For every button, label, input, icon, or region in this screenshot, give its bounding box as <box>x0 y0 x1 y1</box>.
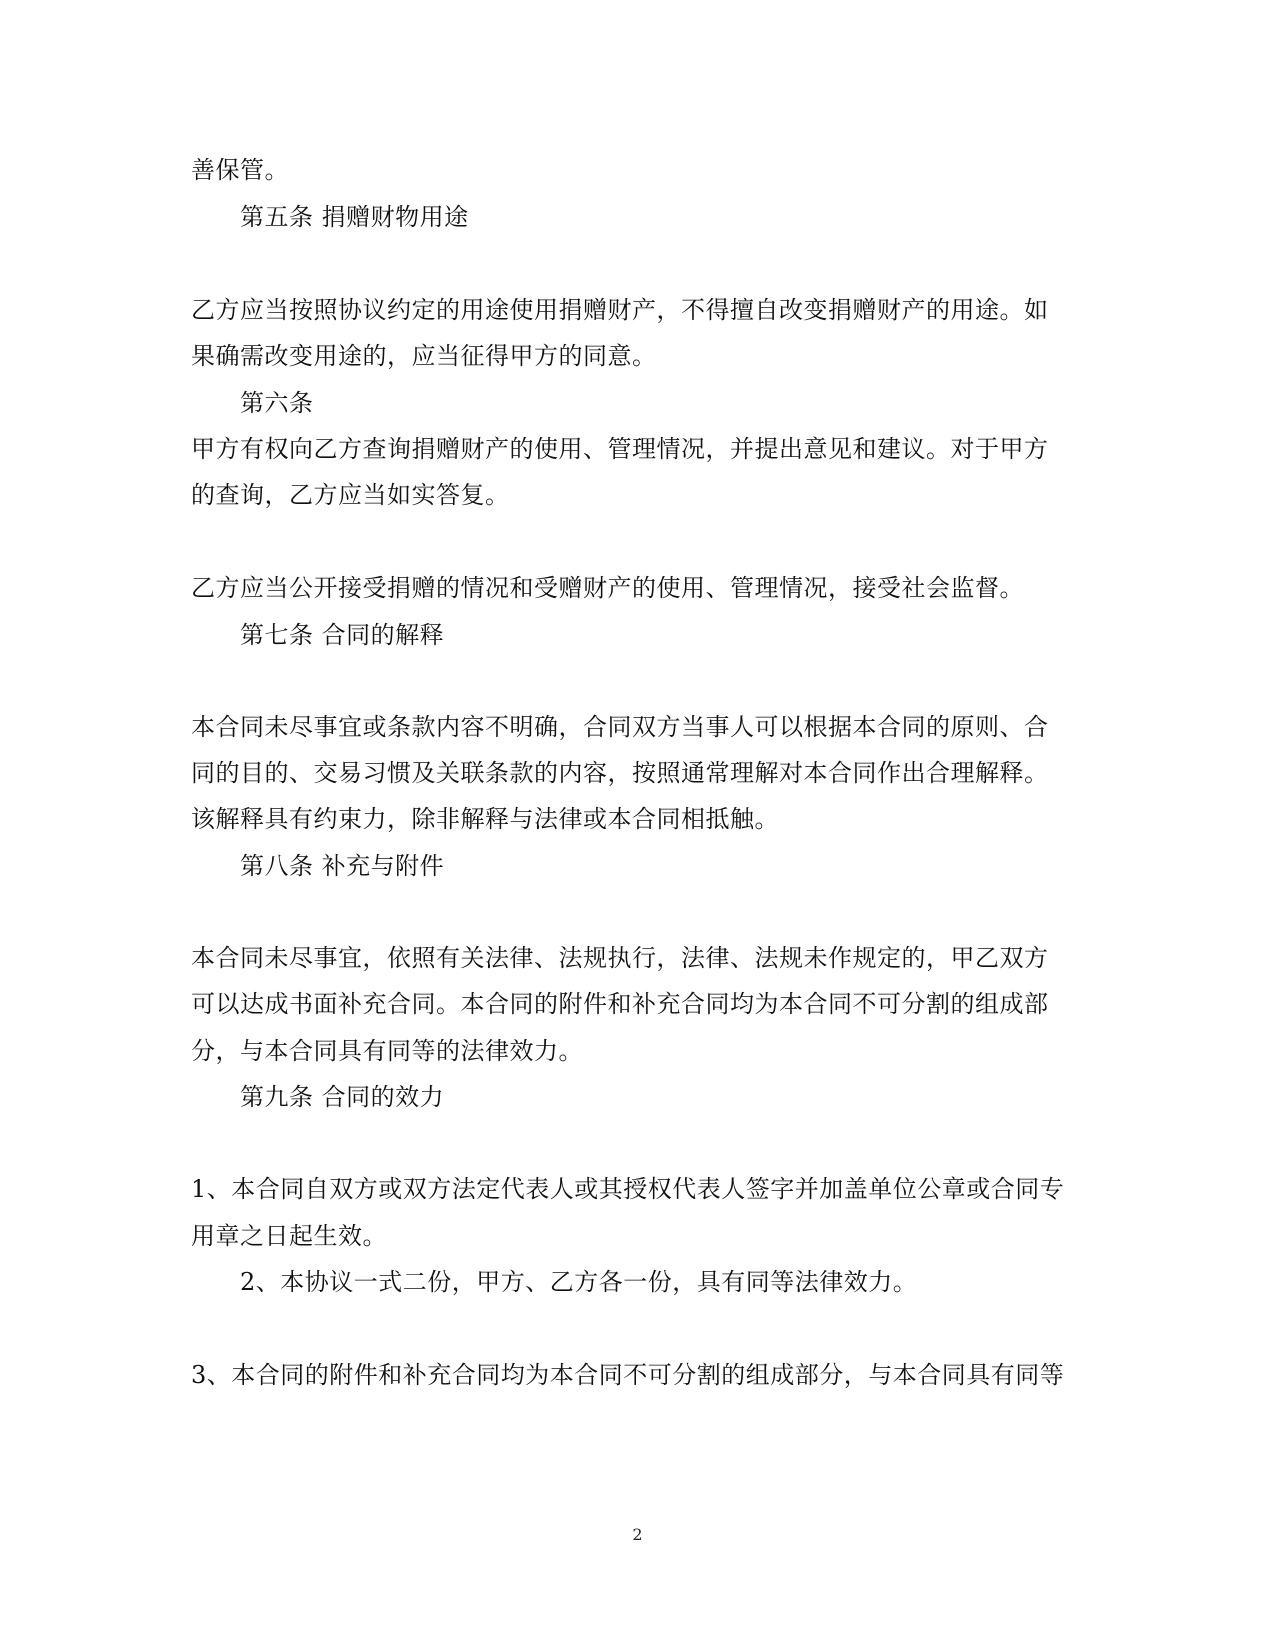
numbered-item-line: 3、本合同的附件和补充合同均为本合同不可分割的组成部分，与本合同具有同等 <box>191 1361 1065 1389</box>
paragraph-line: 善保管。 <box>191 156 289 184</box>
paragraph-line: 乙方应当公开接受捐赠的情况和受赠财产的使用、管理情况，接受社会监督。 <box>191 574 1024 602</box>
paragraph-line: 本合同未尽事宜，依照有关法律、法规执行，法律、法规未作规定的，甲乙双方 <box>191 944 1049 972</box>
numbered-item-line: 2、本协议一式二份，甲方、乙方各一份，具有同等法律效力。 <box>240 1268 918 1296</box>
numbered-item-line: 1、本合同自双方或双方法定代表人或其授权代表人签字并加盖单位公章或合同专 <box>191 1175 1065 1203</box>
section-heading: 第九条 合同的效力 <box>240 1083 445 1111</box>
section-heading: 第七条 合同的解释 <box>240 621 445 649</box>
paragraph-line: 同的目的、交易习惯及关联条款的内容，按照通常理解对本合同作出合理解释。 <box>191 759 1049 787</box>
paragraph-line: 乙方应当按照协议约定的用途使用捐赠财产，不得擅自改变捐赠财产的用途。如 <box>191 296 1049 324</box>
paragraph-line: 甲方有权向乙方查询捐赠财产的使用、管理情况，并提出意见和建议。对于甲方 <box>191 435 1049 463</box>
paragraph-line: 可以达成书面补充合同。本合同的附件和补充合同均为本合同不可分割的组成部 <box>191 990 1049 1018</box>
page-number: 2 <box>632 1525 643 1544</box>
paragraph-line: 本合同未尽事宜或条款内容不明确，合同双方当事人可以根据本合同的原则、合 <box>191 713 1049 741</box>
paragraph-line: 该解释具有约束力，除非解释与法律或本合同相抵触。 <box>191 805 779 833</box>
numbered-item-line: 用章之日起生效。 <box>191 1222 387 1250</box>
section-heading: 第五条 捐赠财物用途 <box>240 203 469 231</box>
paragraph-line: 果确需改变用途的，应当征得甲方的同意。 <box>191 342 657 370</box>
section-heading: 第六条 <box>240 389 314 417</box>
paragraph-line: 分，与本合同具有同等的法律效力。 <box>191 1037 583 1065</box>
section-heading: 第八条 补充与附件 <box>240 852 445 880</box>
paragraph-line: 的查询，乙方应当如实答复。 <box>191 481 510 509</box>
